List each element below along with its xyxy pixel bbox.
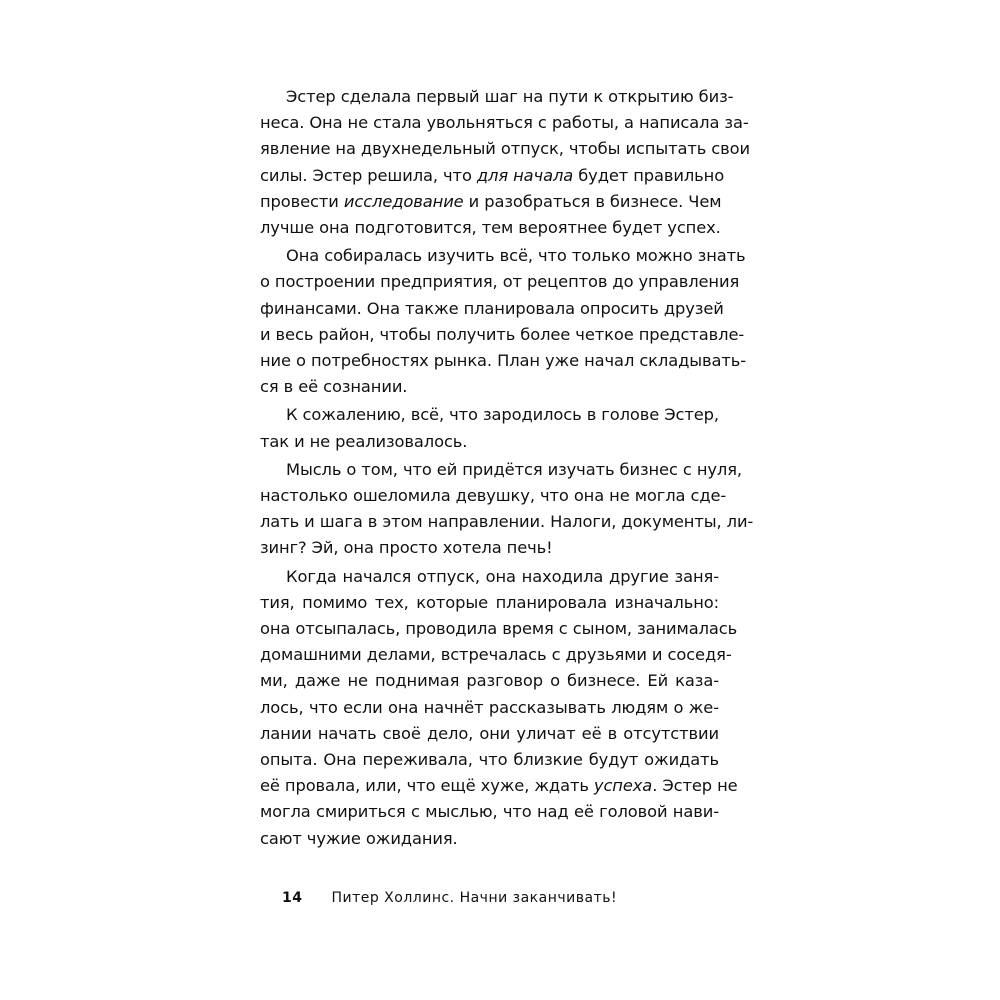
text-segment: лось, что если она начнёт рассказывать людям о же- — [260, 697, 719, 717]
text-segment: так и не реализовалось. — [260, 431, 468, 451]
text-line — [260, 374, 719, 400]
text-segment: и разобраться в бизнесе. Чем — [463, 191, 722, 211]
text-line — [260, 564, 719, 590]
text-line — [260, 110, 749, 136]
text-segment: К сожалению, всё, что зародилось в голове Эстер, — [286, 405, 719, 425]
text-segment: и весь район, чтобы получить более четкое представле- — [260, 324, 745, 344]
text-segment: будет правильно — [573, 165, 725, 185]
text-segment: Она собиралась изучить всё, что только можно знать — [286, 246, 746, 266]
text-line — [260, 402, 719, 428]
text-segment: настолько ошеломила девушку, что она не могла сде- — [260, 486, 727, 506]
text-line — [260, 642, 732, 668]
page-body-text — [260, 84, 754, 852]
text-line — [260, 348, 747, 374]
text-segment: ми, даже не поднимая разговор о бизнесе. Ей каза- — [260, 671, 719, 691]
text-segment: могла смириться с мыслью, что над её головой нави- — [260, 802, 719, 822]
text-line — [260, 429, 719, 455]
text-line — [260, 695, 719, 721]
text-segment: ние о потребностях рынка. План уже начал складывать- — [260, 351, 747, 371]
text-segment: явление на двухнедельный отпуск, чтобы испытать свои — [260, 139, 750, 159]
text-segment: её провала, или, что ещё хуже, ждать — [260, 776, 594, 796]
text-segment: зинг? Эй, она просто хотела печь! — [260, 538, 553, 558]
text-segment: о построении предприятия, от рецептов до управления — [260, 272, 740, 292]
text-segment: лании начать своё дело, они уличат её в отсутствии — [260, 723, 719, 743]
text-segment: тия, помимо тех, которые планировала изначально: — [260, 592, 719, 612]
paragraph — [260, 564, 738, 852]
text-segment: силы. Эстер решила, что — [260, 165, 477, 185]
text-segment: . Эстер не — [652, 776, 738, 796]
text-line — [260, 457, 742, 483]
text-segment: домашними делами, встречалась с друзьями и соседя- — [260, 645, 732, 665]
italic-text: исследование — [343, 191, 464, 211]
text-line — [260, 747, 719, 773]
text-segment: лучше она подготовится, тем вероятнее будет успех. — [260, 218, 721, 238]
text-line — [260, 799, 719, 825]
text-line — [260, 84, 734, 110]
text-segment: опыта. Она переживала, что близкие будут ожидать — [260, 750, 719, 770]
text-segment: сают чужие ожидания. — [260, 828, 458, 848]
text-segment: ся в её сознании. — [260, 377, 408, 397]
text-line — [260, 535, 719, 561]
text-line — [260, 509, 754, 535]
text-segment: Эстер сделала первый шаг на пути к открытию биз- — [286, 87, 734, 106]
text-segment: Мысль о том, что ей придётся изучать бизнес с нуля, — [286, 459, 742, 479]
text-line — [260, 773, 738, 799]
text-line — [260, 616, 738, 642]
text-segment: финансами. Она также планировала опросить друзей — [260, 298, 724, 318]
text-segment: она отсыпалась, проводила время с сыном, занималась — [260, 619, 738, 639]
text-line — [260, 189, 722, 215]
text-line — [260, 590, 719, 616]
text-line — [260, 668, 719, 694]
text-segment: неса. Она не стала увольняться с работы, а написала за- — [260, 113, 749, 133]
page-number: 14 — [282, 890, 303, 906]
text-line — [260, 269, 740, 295]
page-footer — [282, 890, 617, 906]
paragraph — [260, 243, 747, 400]
running-title: Питер Холлинс. Начни заканчивать! — [331, 890, 618, 906]
text-segment: лать и шага в этом направлении. Налоги, документы, ли- — [260, 512, 754, 532]
text-line — [260, 826, 719, 852]
text-line — [260, 483, 727, 509]
text-line — [260, 296, 724, 322]
italic-text: успеха — [593, 776, 653, 796]
text-line — [260, 215, 719, 241]
text-line — [260, 243, 746, 269]
text-line — [260, 721, 719, 747]
text-segment: Когда начался отпуск, она находила другие заня- — [286, 566, 719, 586]
italic-text: для начала — [476, 165, 574, 185]
text-line — [260, 163, 725, 189]
text-line — [260, 136, 750, 162]
paragraph — [260, 457, 754, 562]
paragraph — [260, 402, 719, 454]
paragraph — [260, 84, 750, 241]
text-segment: провести — [260, 191, 344, 211]
text-line — [260, 322, 745, 348]
